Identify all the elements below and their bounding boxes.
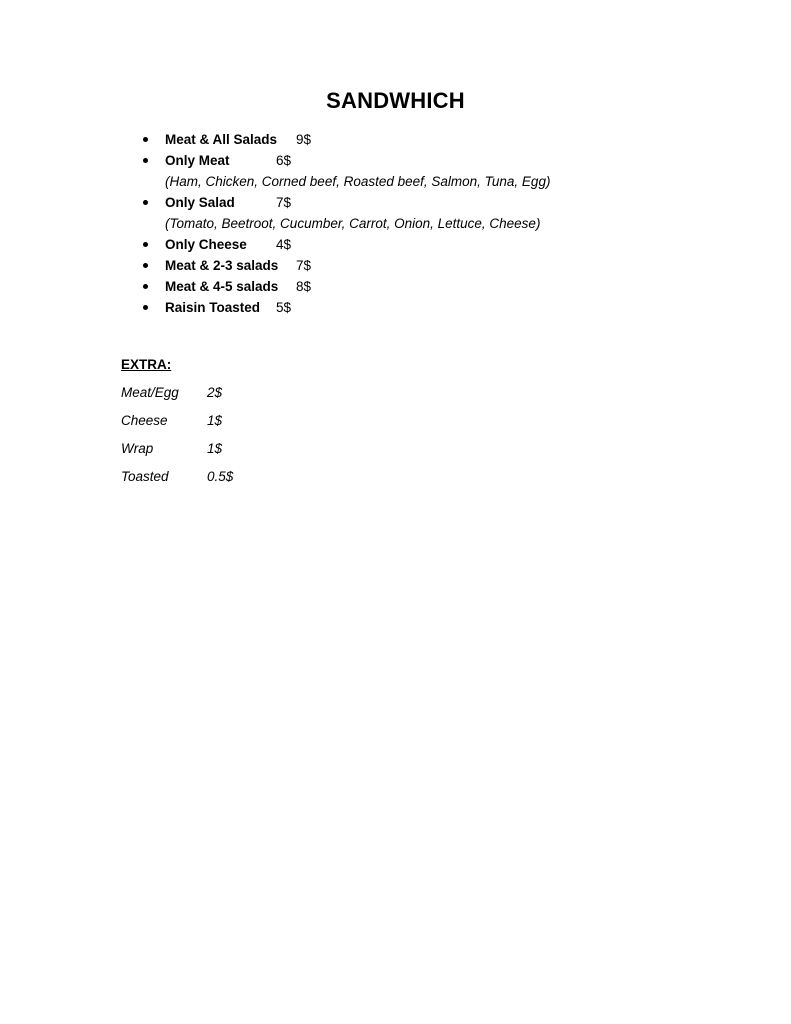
menu-list xyxy=(140,129,550,318)
menu-item xyxy=(140,276,550,297)
item-price: 8$ xyxy=(296,279,312,294)
extra-name: Meat/Egg xyxy=(121,385,179,400)
item-name: Meat & 4-5 salads xyxy=(165,279,279,294)
item-name: Only Salad xyxy=(165,195,235,210)
menu-item xyxy=(140,192,550,234)
menu-item xyxy=(140,297,550,318)
bullet-icon xyxy=(143,263,148,268)
item-name: Meat & All Salads xyxy=(165,132,278,147)
item-price: 9$ xyxy=(296,132,312,147)
bullet-icon xyxy=(143,284,148,289)
extra-price: 0.5$ xyxy=(207,469,234,484)
menu-item xyxy=(140,234,550,255)
bullet-icon xyxy=(143,242,148,247)
item-price: 4$ xyxy=(276,237,292,252)
bullet-icon xyxy=(143,305,148,310)
extra-price: 1$ xyxy=(207,441,223,456)
item-price: 7$ xyxy=(296,258,312,273)
menu-item xyxy=(140,150,550,192)
extra-name: Wrap xyxy=(121,441,154,456)
menu-item xyxy=(140,129,550,150)
item-price: 7$ xyxy=(276,195,292,210)
item-price: 6$ xyxy=(276,153,292,168)
extra-name: Toasted xyxy=(121,469,169,484)
item-name: Meat & 2-3 salads xyxy=(165,258,279,273)
extra-price: 1$ xyxy=(207,413,223,428)
item-name: Only Meat xyxy=(165,153,230,168)
bullet-icon xyxy=(143,137,148,142)
item-name: Raisin Toasted xyxy=(165,300,261,315)
item-price: 5$ xyxy=(276,300,292,315)
extra-name: Cheese xyxy=(121,413,168,428)
menu-item xyxy=(140,255,550,276)
extra-heading: EXTRA: xyxy=(121,357,172,372)
bullet-icon xyxy=(143,158,148,163)
item-note: (Ham, Chicken, Corned beef, Roasted beef, Salmon, Tuna, Egg) xyxy=(165,174,551,189)
bullet-icon xyxy=(143,200,148,205)
page-title: SANDWHICH xyxy=(326,88,465,113)
item-name: Only Cheese xyxy=(165,237,247,252)
extra-price: 2$ xyxy=(207,385,223,400)
item-note: (Tomato, Beetroot, Cucumber, Carrot, Onion, Lettuce, Cheese) xyxy=(165,216,541,231)
